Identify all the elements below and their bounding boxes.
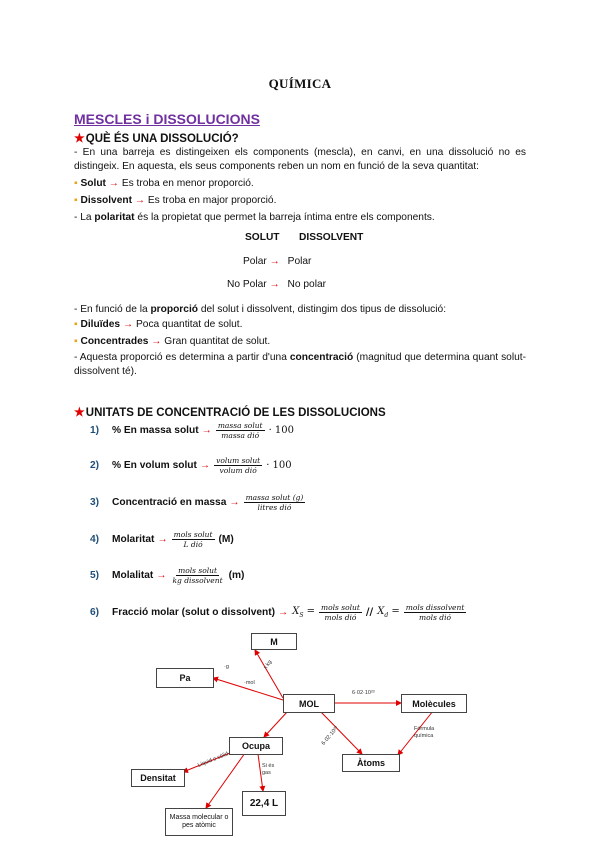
node-pa: Pa <box>156 668 214 688</box>
fraction: $\frac{\text{mols solut}}{\text{L dió}}$ <box>173 530 213 549</box>
question-heading: ★QUÈ ÉS UNA DISSOLUCIÓ? <box>74 131 239 145</box>
node-massa-molecular: Massa molecular o pes atòmic <box>165 808 233 836</box>
arrow-icon: → <box>278 607 289 618</box>
label-xkg: x kg <box>262 659 274 671</box>
arrow-icon: → <box>156 570 167 581</box>
star-icon: ★ <box>74 131 85 145</box>
concentracio-paragraph: - Aquesta proporció es determina a partir d'una concentració (magnitud que determina quant solut-dissolvent té). <box>74 352 526 377</box>
bullet-icon: ▪ <box>74 178 78 189</box>
fraction: $\frac{\text{volum solut}}{\text{volum dió}}$ <box>216 456 261 475</box>
fraction: $\frac{\text{massa solut}}{\text{massa dió}}$ <box>217 421 263 440</box>
node-densitat: Densitat <box>131 769 185 787</box>
dissolvent-line: ▪ Dissolvent → Es troba en major proporció. <box>74 195 277 206</box>
arrow-mol-m <box>255 650 283 698</box>
fraction: $\frac{\text{mols dissolvent}}{\text{mols dió}}$ <box>405 603 465 622</box>
concentrades-line: ▪ Concentrades → Gran quantitat de solut. <box>74 336 271 347</box>
formula-row-2: 2) % En volum solut → $\frac{\text{volum solut}}{\text{volum dió}}$ · 100 <box>90 456 292 475</box>
label-atoms-avogadro: 6·02·10²³ <box>320 725 340 747</box>
bullet-icon: ▪ <box>74 195 78 206</box>
bullet-icon: ▪ <box>74 319 78 330</box>
table-header-dissolvent: DISSOLVENT <box>299 232 364 243</box>
node-atoms: Àtoms <box>342 754 400 772</box>
label-avogadro: 6·02·10²³ <box>352 690 375 696</box>
label-g: ·g <box>224 664 229 670</box>
table-row-2: No Polar → No polar <box>227 279 327 290</box>
star-icon: ★ <box>74 405 85 419</box>
bullet-icon: ▪ <box>74 336 78 347</box>
arrow-icon: → <box>199 460 211 471</box>
node-m: M <box>251 633 297 650</box>
arrow-icon: → <box>122 319 134 330</box>
formula-row-1: 1) % En massa solut → $\frac{\text{massa solut}}{\text{massa dió}}$ · 100 <box>90 421 295 440</box>
node-ocupa: Ocupa <box>229 737 283 755</box>
arrow-icon: → <box>151 336 162 347</box>
formula-row-3: 3) Concentració en massa → $\frac{\text{massa solut (g)}}{\text{litres dió}}$ <box>90 493 304 512</box>
fraction: $\frac{\text{mols solut}}{\text{mols dió}}$ <box>321 603 360 622</box>
label-gas: Si és gas <box>262 763 275 776</box>
arrow-icon: → <box>269 279 280 290</box>
arrow-icon: → <box>229 497 240 508</box>
table-row-1: Polar → Polar <box>243 256 312 267</box>
arrow-icon: → <box>269 256 280 267</box>
polaritat-line: - La polaritat és la propietat que permet la barreja íntima entre els components. <box>74 212 435 223</box>
units-heading: ★UNITATS DE CONCENTRACIÓ DE LES DISSOLUCIONS <box>74 405 386 419</box>
arrow-icon: → <box>157 534 168 545</box>
node-mol: MOL <box>283 694 335 713</box>
solut-line: ▪ Solut → Es troba en menor proporció. <box>74 178 254 189</box>
table-header-solut: SOLUT <box>245 232 280 243</box>
fraction: $\frac{\text{massa solut (g)}}{\text{litres dió}}$ <box>245 493 304 512</box>
label-liquid-solid: Líquid o sòlid <box>197 751 230 769</box>
label-formula: Fórmula química <box>414 726 435 739</box>
page-title: QUÍMICA <box>268 76 332 91</box>
diluides-line: ▪ Diluïdes → Poca quantitat de solut. <box>74 319 243 330</box>
formula-row-5: 5) Molalitat → $\frac{\text{mols solut}}{\text{kg dissolvent}}$ (m) <box>90 566 245 585</box>
arrow-icon: → <box>108 178 119 189</box>
arrow-mol-atoms <box>320 711 362 754</box>
arrow-icon: → <box>134 195 146 206</box>
formula-row-6: 6) Fracció molar (solut o dissolvent) → $X_S$ = $\frac{\text{mols solut}}{\text{mols dió}}$ // $X_d$ = $\frac{\text{mols dissolvent}}{\text{mols dió}}$ <box>90 603 465 622</box>
label-mol-pa: ·mol <box>244 680 255 686</box>
section-title: MESCLES i DISSOLUCIONS <box>74 111 260 127</box>
formula-row-4: 4) Molaritat → $\frac{\text{mols solut}}{\text{L dió}}$ (M) <box>90 530 234 549</box>
node-volum: 22,4 L <box>242 791 286 816</box>
arrow-mol-ocupa <box>264 711 288 737</box>
fraction: $\frac{\text{mols solut}}{\text{kg dissolvent}}$ <box>172 566 223 585</box>
intro-paragraph: - En una barreja es distingeixen els components (mescla), en canvi, en una dissolució no es distingeix. En aquesta, els seus components reben un nom en funció de la seva quantitat: <box>74 147 526 172</box>
proporcio-line: - En funció de la proporció del solut i dissolvent, distingim dos tipus de dissolució: <box>74 304 447 315</box>
node-molecules: Molècules <box>401 694 467 713</box>
arrow-icon: → <box>201 425 212 436</box>
